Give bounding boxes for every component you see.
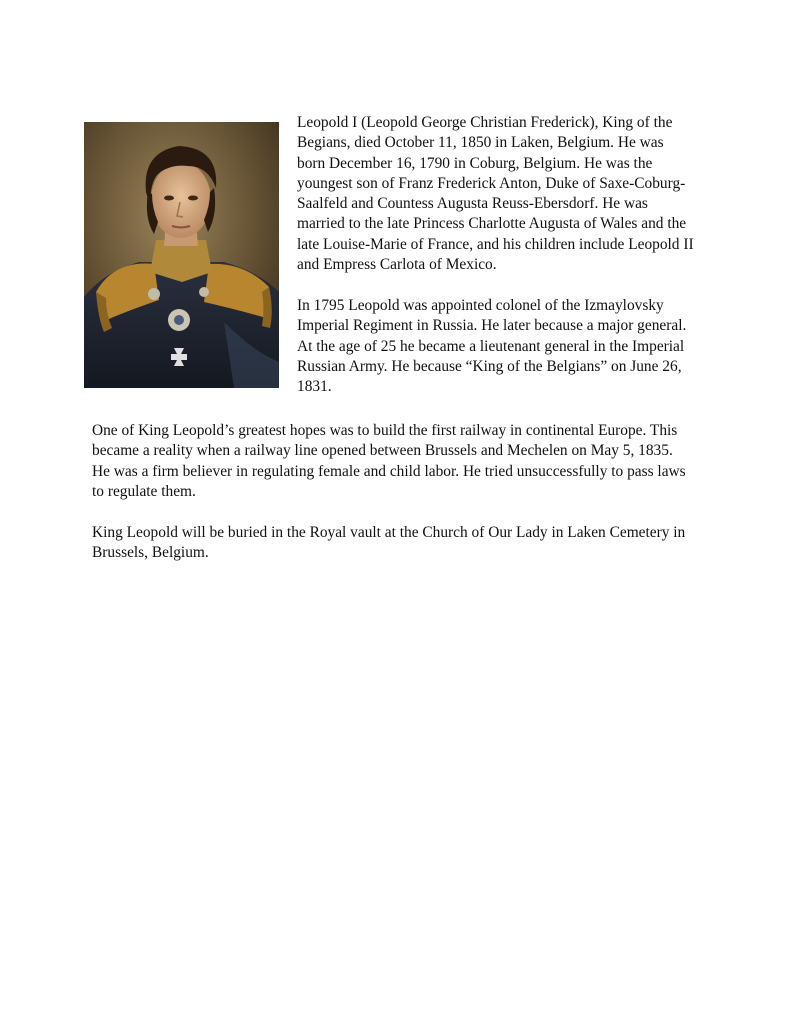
paragraph-military-career <box>297 296 717 397</box>
text-line: Leopold I (Leopold George Christian Frederick), King of the <box>297 114 673 131</box>
text-line: Begians, died October 11, 1850 in Laken, Belgium. He was <box>297 134 664 152</box>
text-line: born December 16, 1790 in Coburg, Belgium. He was the <box>297 154 653 172</box>
text-line: Russian Army. He because “King of the Belgians” on June 26, <box>297 357 682 375</box>
text-line: youngest son of Franz Frederick Anton, Duke of Saxe-Coburg- <box>297 174 686 192</box>
text-line: At the age of 25 he became a lieutenant general in the Imperial <box>297 337 685 355</box>
text-line: to regulate them. <box>92 482 196 500</box>
text-line: In 1795 Leopold was appointed colonel of the Izmaylovsky <box>297 297 664 314</box>
text-line: 1831. <box>297 378 332 396</box>
text-line: Saalfeld and Countess Augusta Reuss-Ebersdorf. He was <box>297 195 648 213</box>
paragraph-railway <box>92 421 707 502</box>
text-line: Brussels, Belgium. <box>92 544 209 562</box>
text-line: married to the late Princess Charlotte Augusta of Wales and the <box>297 215 687 233</box>
text-line: He was a firm believer in regulating female and child labor. He tried unsuccessfully to pass laws <box>92 462 686 480</box>
text-line: King Leopold will be buried in the Royal vault at the Church of Our Lady in Laken Cemetery in <box>92 524 686 541</box>
text-line: Imperial Regiment in Russia. He later because a major general. <box>297 317 687 335</box>
text-line: One of King Leopold’s greatest hopes was to build the first railway in continental Europe. This <box>92 422 678 439</box>
text-line: became a reality when a railway line opened between Brussels and Mechelen on May 5, 1835. <box>92 442 673 460</box>
paragraph-burial <box>92 523 707 564</box>
text-line: late Louise-Marie of France, and his children include Leopold II <box>297 235 694 253</box>
paragraph-biography-intro <box>297 113 717 275</box>
portrait-image <box>84 122 279 388</box>
text-line: and Empress Carlota of Mexico. <box>297 256 497 274</box>
